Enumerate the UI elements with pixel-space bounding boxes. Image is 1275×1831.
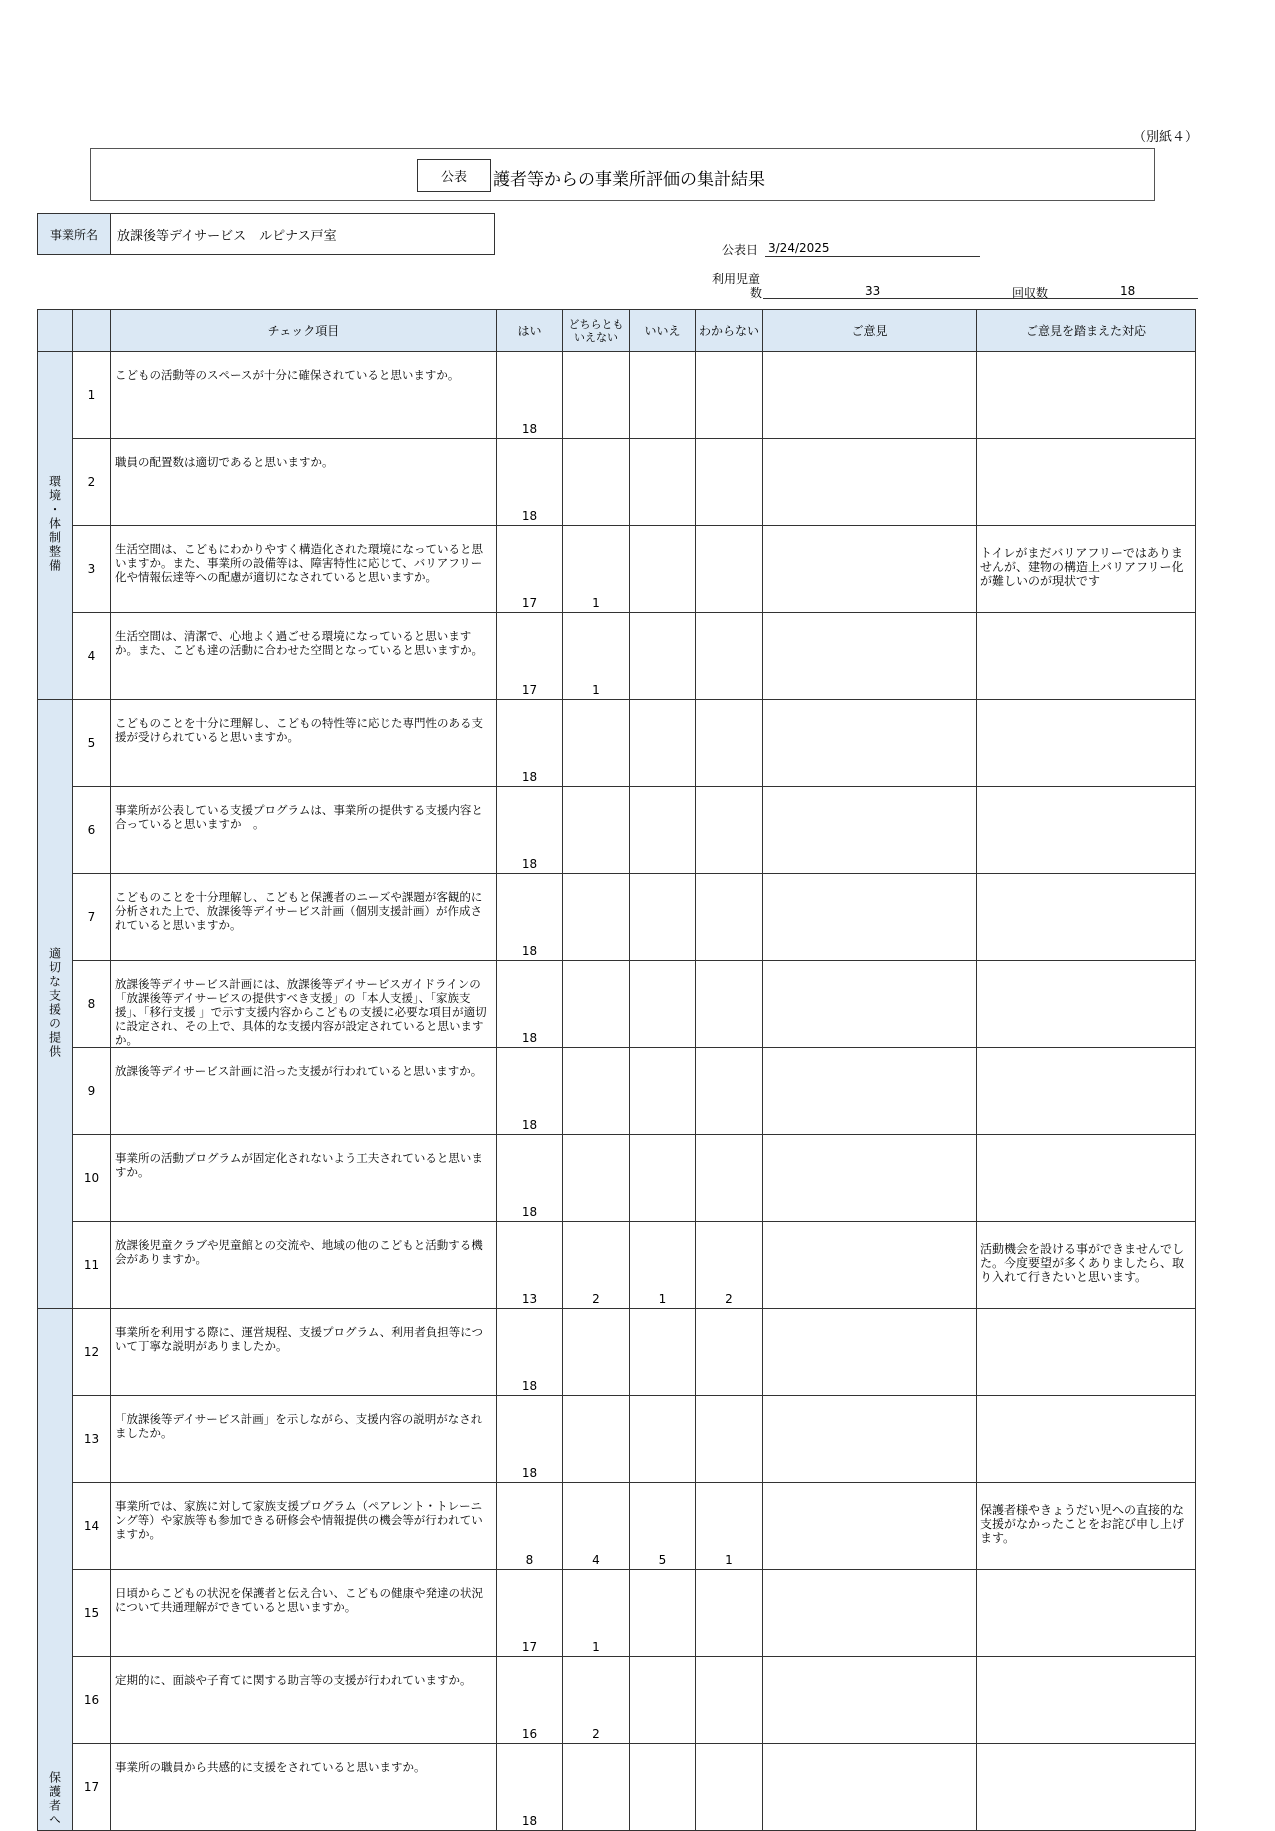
check-item-text: 事業所が公表している支援プログラムは、事業所の提供する支援内容と合っていると思いますか 。 [111, 787, 497, 874]
count-yes: 18 [497, 874, 563, 961]
table-row [38, 1483, 1196, 1570]
opinion-cell [763, 526, 977, 613]
count-yes: 18 [497, 1048, 563, 1135]
opinion-cell [763, 1570, 977, 1657]
count-no [630, 1048, 696, 1135]
count-no [630, 1396, 696, 1483]
table-row [38, 1744, 1196, 1831]
item-number: 8 [73, 961, 111, 1048]
header-number [73, 310, 111, 352]
item-number: 11 [73, 1222, 111, 1309]
response-cell [977, 439, 1196, 526]
response-cell [977, 874, 1196, 961]
count-no [630, 874, 696, 961]
table-row [38, 787, 1196, 874]
opinion-cell [763, 787, 977, 874]
header-neither-line1: どちらとも [568, 317, 624, 331]
collected-label: 回収数 [1012, 286, 1049, 300]
count-no [630, 1744, 696, 1831]
count-no [630, 1309, 696, 1396]
table-row [38, 700, 1196, 787]
table-row [38, 613, 1196, 700]
opinion-cell [763, 1135, 977, 1222]
count-yes: 8 [497, 1483, 563, 1570]
count-neither: 1 [563, 526, 630, 613]
item-number: 7 [73, 874, 111, 961]
count-unknown [696, 439, 763, 526]
count-unknown [696, 700, 763, 787]
item-number: 2 [73, 439, 111, 526]
count-no [630, 1135, 696, 1222]
check-item-text: 事業所を利用する際に、運営規程、支援プログラム、利用者負担等について丁寧な説明がありましたか。 [111, 1309, 497, 1396]
response-cell [977, 352, 1196, 439]
count-neither: 2 [563, 1222, 630, 1309]
header-unknown: わからない [696, 310, 763, 352]
check-item-text: 放課後等デイサービス計画に沿った支援が行われていると思いますか。 [111, 1048, 497, 1135]
table-body [38, 352, 1196, 1831]
check-item-text: こどものことを十分理解し、こどもと保護者のニーズや課題が客観的に分析された上で、放課後等デイサービス計画（個別支援計画）が作成されていると思いますか。 [111, 874, 497, 961]
header-neither-line2: いえない [574, 330, 618, 344]
item-number: 17 [73, 1744, 111, 1831]
count-yes: 17 [497, 1570, 563, 1657]
opinion-cell [763, 1744, 977, 1831]
header-category [38, 310, 73, 352]
check-item-text: 事業所の職員から共感的に支援をされていると思いますか。 [111, 1744, 497, 1831]
publish-date: 3/24/2025 [768, 241, 830, 255]
response-cell: トイレがまだバリアフリーではありませんが、建物の構造上バリアフリー化が難しいのが現状です [977, 526, 1196, 613]
count-yes: 18 [497, 700, 563, 787]
opinion-cell [763, 1222, 977, 1309]
response-cell [977, 1309, 1196, 1396]
users-count: 33 [865, 284, 881, 298]
item-number: 12 [73, 1309, 111, 1396]
count-yes: 17 [497, 526, 563, 613]
check-item-text: 生活空間は、こどもにわかりやすく構造化された環境になっていると思いますか。また、事業所の設備等は、障害特性に応じて、バリアフリー化や情報伝達等への配慮が適切になされていると思いますか。 [111, 526, 497, 613]
count-unknown [696, 1396, 763, 1483]
count-unknown [696, 1744, 763, 1831]
count-yes: 18 [497, 1396, 563, 1483]
users-label-line1: 利用児童 [712, 272, 761, 286]
count-yes: 18 [497, 961, 563, 1048]
category-label: 環境・体制整備 [47, 475, 62, 573]
check-item-text: 職員の配置数は適切であると思いますか。 [111, 439, 497, 526]
count-yes: 16 [497, 1657, 563, 1744]
count-no: 1 [630, 1222, 696, 1309]
publish-date-underline [765, 256, 980, 257]
count-yes: 18 [497, 439, 563, 526]
count-neither [563, 1309, 630, 1396]
table-row [38, 1309, 1196, 1396]
count-neither [563, 961, 630, 1048]
office-name: 放課後等デイサービス ルピナス戸室 [117, 228, 337, 244]
category-cell [38, 700, 73, 1309]
count-no [630, 961, 696, 1048]
count-no [630, 700, 696, 787]
count-unknown [696, 1048, 763, 1135]
table-row [38, 1570, 1196, 1657]
count-neither [563, 1396, 630, 1483]
count-no [630, 787, 696, 874]
page-title: 護者等からの事業所評価の集計結果 [493, 170, 765, 190]
check-item-text: 放課後等デイサービス計画には、放課後等デイサービスガイドラインの「放課後等デイサービスの提供すべき支援」の「本人支援」、「家族支援」、「移行支援 」で示す支援内容からこどもの支援に必要な項目が適切に設定され、その上で、具体的な支援内容が設定されていると思いますか。 [111, 961, 497, 1048]
table-row [38, 1657, 1196, 1744]
category-cell [38, 352, 73, 700]
header-yes: はい [497, 310, 563, 352]
count-unknown [696, 526, 763, 613]
response-cell [977, 700, 1196, 787]
item-number: 9 [73, 1048, 111, 1135]
count-no [630, 1657, 696, 1744]
opinion-cell [763, 1483, 977, 1570]
table-row [38, 961, 1196, 1048]
response-cell [977, 1657, 1196, 1744]
response-cell: 活動機会を設ける事ができませんでした。今度要望が多くありましたら、取り入れて行きたいと思います。 [977, 1222, 1196, 1309]
count-unknown [696, 352, 763, 439]
category-label: 保護者へ [47, 1771, 62, 1827]
header-check-item: チェック項目 [111, 310, 497, 352]
opinion-cell [763, 700, 977, 787]
count-neither [563, 1048, 630, 1135]
response-cell [977, 961, 1196, 1048]
response-cell [977, 1744, 1196, 1831]
check-item-text: 事業所の活動プログラムが固定化されないよう工夫されていると思いますか。 [111, 1135, 497, 1222]
category-cell [38, 1309, 73, 1831]
count-yes: 18 [497, 352, 563, 439]
item-number: 3 [73, 526, 111, 613]
check-item-text: 生活空間は、清潔で、心地よく過ごせる環境になっていると思いますか。また、こども達の活動に合わせた空間となっていると思いますか。 [111, 613, 497, 700]
count-yes: 18 [497, 787, 563, 874]
table-row [38, 1048, 1196, 1135]
table-row [38, 526, 1196, 613]
check-item-text: こどもの活動等のスペースが十分に確保されていると思いますか。 [111, 352, 497, 439]
opinion-cell [763, 1657, 977, 1744]
response-cell [977, 1396, 1196, 1483]
count-no [630, 1570, 696, 1657]
count-unknown [696, 613, 763, 700]
count-unknown [696, 1570, 763, 1657]
count-neither: 2 [563, 1657, 630, 1744]
item-number: 5 [73, 700, 111, 787]
header-neither [563, 310, 630, 352]
item-number: 16 [73, 1657, 111, 1744]
opinion-cell [763, 874, 977, 961]
response-cell [977, 787, 1196, 874]
count-unknown [696, 874, 763, 961]
item-number: 15 [73, 1570, 111, 1657]
count-yes: 18 [497, 1135, 563, 1222]
category-label: 適切な支援の提供 [47, 946, 62, 1059]
response-cell: 保護者様やきょうだい児への直接的な支援がなかったことをお詫び申し上げます。 [977, 1483, 1196, 1570]
count-unknown [696, 1657, 763, 1744]
header-no: いいえ [630, 310, 696, 352]
count-no [630, 439, 696, 526]
check-item-text: 「放課後等デイサービス計画」を示しながら、支援内容の説明がなされましたか。 [111, 1396, 497, 1483]
response-cell [977, 1048, 1196, 1135]
count-neither [563, 787, 630, 874]
collected-count: 18 [1120, 284, 1136, 298]
count-unknown: 2 [696, 1222, 763, 1309]
count-neither [563, 439, 630, 526]
users-underline [763, 298, 1198, 299]
check-item-text: 定期的に、面談や子育てに関する助言等の支援が行われていますか。 [111, 1657, 497, 1744]
users-label-line2: 数 [750, 286, 763, 300]
opinion-cell [763, 613, 977, 700]
count-yes: 18 [497, 1744, 563, 1831]
count-neither: 4 [563, 1483, 630, 1570]
header-opinion: ご意見 [763, 310, 977, 352]
response-cell [977, 613, 1196, 700]
publish-date-label: 公表日 [722, 243, 759, 257]
count-neither [563, 1744, 630, 1831]
table-row [38, 1135, 1196, 1222]
opinion-cell [763, 439, 977, 526]
response-cell [977, 1135, 1196, 1222]
opinion-cell [763, 1048, 977, 1135]
count-neither [563, 1135, 630, 1222]
count-neither: 1 [563, 1570, 630, 1657]
count-unknown [696, 961, 763, 1048]
office-label: 事業所名 [38, 214, 111, 254]
count-no [630, 526, 696, 613]
table-row [38, 352, 1196, 439]
item-number: 1 [73, 352, 111, 439]
check-item-text: 日頃からこどもの状況を保護者と伝え合い、こどもの健康や発達の状況について共通理解ができていると思いますか。 [111, 1570, 497, 1657]
count-yes: 17 [497, 613, 563, 700]
opinion-cell [763, 1396, 977, 1483]
item-number: 6 [73, 787, 111, 874]
response-cell [977, 1570, 1196, 1657]
count-no: 5 [630, 1483, 696, 1570]
count-neither [563, 700, 630, 787]
count-unknown: 1 [696, 1483, 763, 1570]
check-item-text: 放課後児童クラブや児童館との交流や、地域の他のこどもと活動する機会がありますか。 [111, 1222, 497, 1309]
count-neither [563, 874, 630, 961]
count-no [630, 352, 696, 439]
count-unknown [696, 1309, 763, 1396]
office-box [37, 213, 495, 255]
check-item-text: こどものことを十分に理解し、こどもの特性等に応じた専門性のある支援が受けられていると思いますか。 [111, 700, 497, 787]
opinion-cell [763, 1309, 977, 1396]
public-badge: 公表 [417, 159, 491, 192]
item-number: 13 [73, 1396, 111, 1483]
table-row [38, 439, 1196, 526]
count-yes: 18 [497, 1309, 563, 1396]
opinion-cell [763, 352, 977, 439]
table-row [38, 1396, 1196, 1483]
header-response: ご意見を踏まえた対応 [977, 310, 1196, 352]
check-item-text: 事業所では、家族に対して家族支援プログラム（ペアレント・トレーニング等）や家族等も参加できる研修会や情報提供の機会等が行われていますか。 [111, 1483, 497, 1570]
count-no [630, 613, 696, 700]
annex-label: （別紙４） [1133, 130, 1199, 145]
count-neither: 1 [563, 613, 630, 700]
evaluation-table [37, 309, 1196, 1831]
item-number: 14 [73, 1483, 111, 1570]
count-neither [563, 352, 630, 439]
item-number: 4 [73, 613, 111, 700]
count-yes: 13 [497, 1222, 563, 1309]
table-row [38, 874, 1196, 961]
item-number: 10 [73, 1135, 111, 1222]
table-row [38, 1222, 1196, 1309]
count-unknown [696, 1135, 763, 1222]
table-header-row [38, 310, 1196, 352]
count-unknown [696, 787, 763, 874]
opinion-cell [763, 961, 977, 1048]
